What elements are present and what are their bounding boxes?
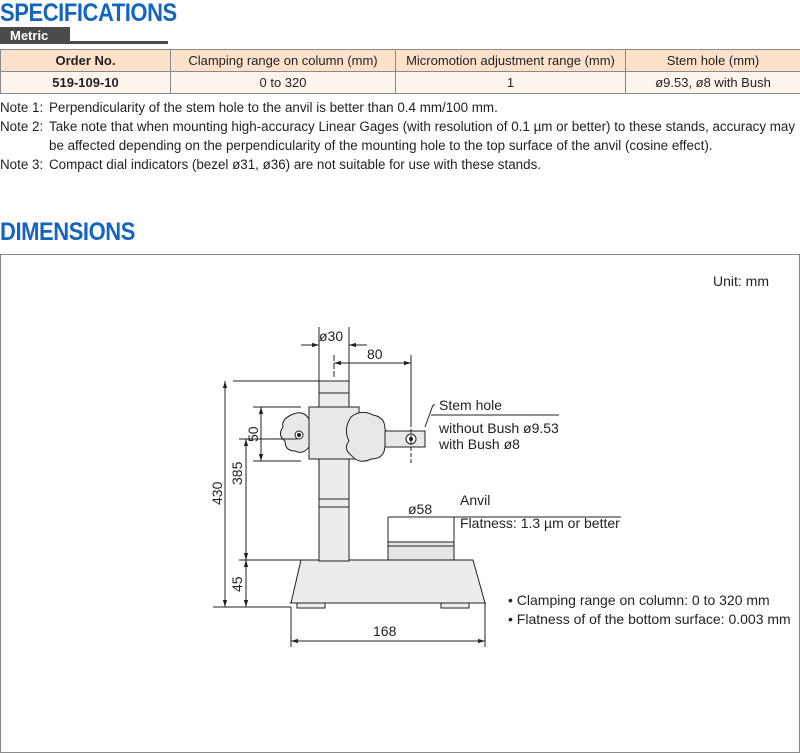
base-outline (291, 560, 485, 603)
stem-arm (385, 431, 425, 447)
cell-stem-hole: ø9.53, ø8 with Bush (626, 72, 800, 94)
header-stem-hole: Stem hole (mm) (626, 50, 800, 72)
header-micromotion: Micromotion adjustment range (mm) (396, 50, 626, 72)
table-row (1, 72, 800, 94)
dimensions-title: DIMENSIONS (0, 218, 135, 246)
dim-arm-length: 80 (367, 346, 383, 362)
left-knob (280, 413, 309, 453)
metric-rule (70, 41, 168, 44)
header-order-no: Order No. (1, 50, 171, 72)
base-foot-left (297, 603, 325, 608)
dim-anvil-diameter: ø58 (408, 501, 433, 517)
note-text: Compact dial indicators (bezel ø31, ø36) are not suitable for use with these stands. (49, 157, 541, 172)
note-3 (0, 155, 800, 174)
stand-drawing (1, 255, 799, 752)
note-text: Perpendicularity of the stem hole to the anvil is better than 0.4 mm/100 mm. (49, 100, 498, 115)
note-label: Note 1: (0, 100, 44, 115)
note-1 (0, 98, 800, 117)
anvil-flatness: Flatness: 1.3 µm or better (460, 515, 620, 531)
anvil-title: Anvil (460, 492, 491, 508)
spec-table (0, 49, 800, 94)
cell-micromotion: 1 (396, 72, 626, 94)
note-text: Take note that when mounting high-accuracy Linear Gages (with resolution of 0.1 µm or better) to these stands, accuracy may be affected depending on the perpendicularity of the mounting hole to the top surface of the anvil (cosine effect). (49, 119, 796, 153)
unit-label: Unit: mm (713, 273, 769, 289)
dimensions-drawing-box (0, 254, 800, 753)
stem-hole-title: Stem hole (439, 397, 503, 413)
stem-hole-with-bush: with Bush ø8 (439, 436, 520, 452)
note-label: Note 2: (0, 119, 44, 134)
header-clamping-range: Clamping range on column (mm) (171, 50, 396, 72)
metric-tab: Metric (0, 27, 70, 44)
dim-column-diameter: ø30 (319, 328, 344, 344)
stem-hole-without-bush: without Bush ø9.53 (439, 420, 559, 436)
notes (0, 98, 800, 174)
base-foot-right (441, 603, 469, 608)
dim-base-height: 45 (229, 576, 245, 592)
dim-base-width: 168 (373, 623, 397, 639)
cell-order-no: 519-109-10 (1, 72, 171, 94)
bullet-bottom-flatness: • Flatness of of the bottom surface: 0.003 mm (508, 611, 791, 627)
dim-total-height: 430 (209, 481, 225, 505)
cell-clamping-range: 0 to 320 (171, 72, 396, 94)
note-2 (0, 117, 800, 155)
right-knob (346, 412, 388, 461)
bullet-clamping-range: • Clamping range on column: 0 to 320 mm (508, 592, 770, 608)
dim-clamp-height: 50 (245, 426, 261, 442)
spec-table-header-row (1, 50, 800, 72)
note-label: Note 3: (0, 157, 44, 172)
specifications-title: SPECIFICATIONS (0, 0, 177, 27)
anvil (388, 542, 454, 560)
dim-stem-height: 385 (229, 461, 245, 485)
